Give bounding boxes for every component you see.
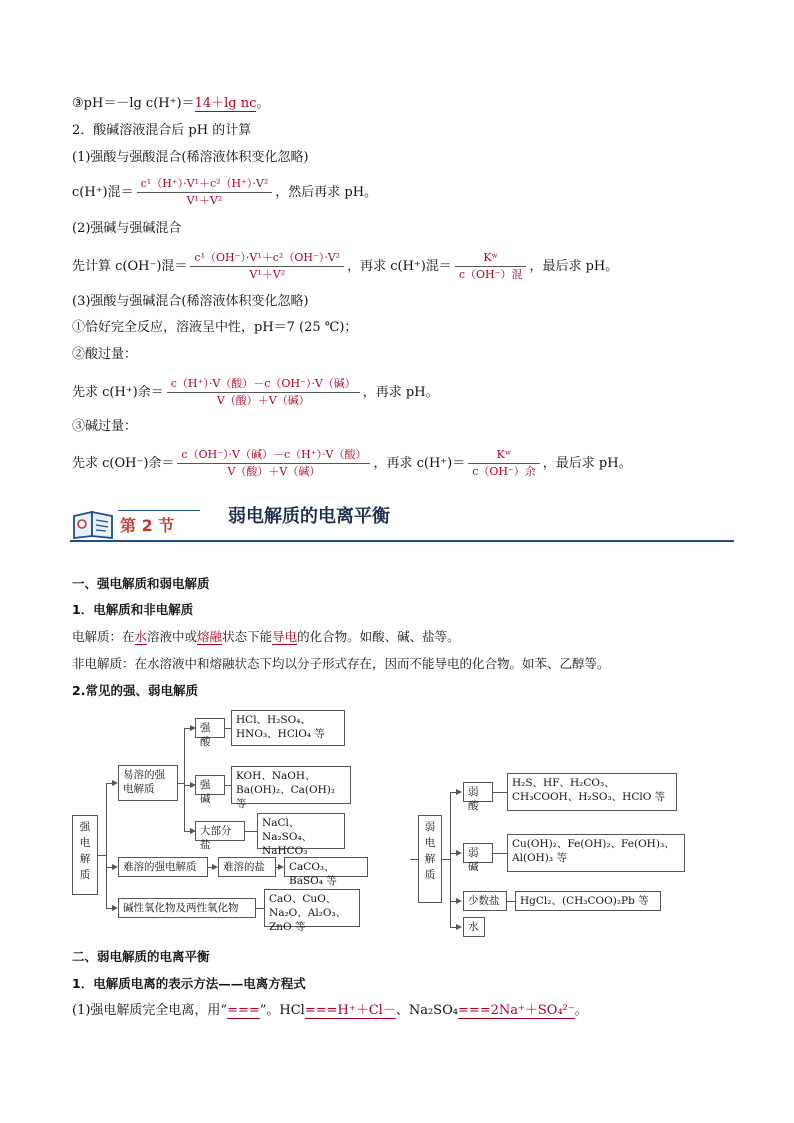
s1-title: (1)强酸与强酸混合(稀溶液体积变化忽略) bbox=[72, 150, 309, 165]
strong-acid-examples: HCl、H₂SO₄、HNO₃、HClO₄ 等 bbox=[231, 710, 345, 746]
s2-title: (2)强碱与强碱混合 bbox=[72, 221, 182, 236]
most-salts-box: 大部分盐 bbox=[195, 821, 245, 841]
i3-denominator: V（酸）＋V（碱） bbox=[177, 463, 370, 480]
strong-root-box: 强电解质 bbox=[72, 815, 98, 895]
most-salts-examples: NaCl、Na₂SO₄、NaHCO₃ bbox=[257, 813, 345, 849]
s3-item3: ③碱过量： bbox=[72, 419, 138, 434]
s3-item3-formula bbox=[72, 447, 632, 480]
heading-mix-calc: 2．酸碱溶液混合后 pH 的计算 bbox=[72, 123, 252, 138]
l1-pre: (1)强电解质完全电离，用“ bbox=[72, 1003, 228, 1018]
i3-lhs: 先求 c(OH⁻)余＝ bbox=[72, 456, 175, 471]
s2-numerator: c¹（OH⁻）·V¹＋c²（OH⁻）·V² bbox=[194, 251, 341, 264]
l1-eq1: ===H⁺＋Cl－ bbox=[304, 1003, 396, 1018]
l1-eq2: ===2Na⁺＋SO₄²⁻ bbox=[457, 1003, 575, 1018]
line-ph-formula bbox=[72, 95, 269, 113]
s1-denominator: V¹＋V² bbox=[137, 192, 273, 209]
part2-title: 二、弱电解质的电离平衡 bbox=[72, 949, 210, 964]
part1-sub2: 2.常见的强、弱电解质 bbox=[72, 683, 198, 698]
s2-tail: ，最后求 pH。 bbox=[529, 259, 619, 274]
i2-numerator: c（H⁺）·V（酸）－c（OH⁻）·V（碱） bbox=[170, 377, 356, 390]
i2-denominator: V（酸）＋V（碱） bbox=[167, 392, 360, 409]
s2-lhs: 先计算 c(OH⁻)混＝ bbox=[72, 259, 188, 274]
def1-d: 状态下能 bbox=[222, 629, 273, 644]
section-divider bbox=[70, 540, 734, 542]
def-nonelectrolyte: 非电解质：在水溶液中和熔融状态下均以分子形式存在，因而不能导电的化合物。如苯、乙醇等。 bbox=[72, 656, 610, 671]
part1-title: 一、强电解质和弱电解质 bbox=[72, 576, 210, 591]
book-icon bbox=[70, 506, 118, 540]
oxide-examples: CaO、CuO、Na₂O、Al₂O₃、ZnO 等 bbox=[264, 889, 360, 927]
weak-root-box: 弱电解质 bbox=[418, 815, 442, 903]
weak-base-examples: Cu(OH)₂、Fe(OH)₂、Fe(OH)₃、Al(OH)₃ 等 bbox=[507, 834, 685, 872]
insoluble-examples: CaCO₃、BaSO₄ 等 bbox=[284, 857, 368, 877]
l1-sym: === bbox=[227, 1003, 260, 1018]
l1-mid: ”。HCl bbox=[259, 1003, 305, 1018]
l1-mid2: 、Na₂SO₄ bbox=[395, 1003, 458, 1018]
water-box: 水 bbox=[463, 917, 485, 937]
s2-denominator2: c（OH⁻）混 bbox=[455, 266, 527, 283]
insoluble-salt-box: 难溶的盐 bbox=[218, 857, 276, 877]
insoluble-box: 难溶的强电解质 bbox=[118, 857, 208, 877]
weak-acid-examples: H₂S、HF、H₂CO₃、CH₃COOH、H₂SO₃、HClO 等 bbox=[507, 773, 677, 811]
i3-numerator: c（OH⁻）·V（碱）－c（H⁺）·V（酸） bbox=[181, 448, 367, 461]
s2-mid: ，再求 c(H⁺)混＝ bbox=[347, 259, 452, 274]
s1-tail: ，然后再求 pH。 bbox=[275, 185, 378, 200]
strong-base-examples: KOH、NaOH、Ba(OH)₂、Ca(OH)₂ 等 bbox=[231, 766, 351, 804]
strong-base-box: 强碱 bbox=[195, 775, 225, 795]
s2-formula bbox=[72, 250, 618, 283]
s3-item2-formula bbox=[72, 376, 439, 409]
def1-f: 的化合物。如酸、碱、盐等。 bbox=[297, 629, 460, 644]
s1-numerator: c¹（H⁺）·V¹＋c²（H⁺）·V² bbox=[140, 177, 269, 190]
part1-sub1: 1．电解质和非电解质 bbox=[72, 602, 194, 617]
s3-item1: ①恰好完全反应，溶液呈中性，pH＝7 (25 ℃)； bbox=[72, 320, 358, 335]
weak-base-box: 弱碱 bbox=[463, 843, 493, 863]
i3-mid: ，再求 c(H⁺)＝ bbox=[373, 456, 466, 471]
part2-line1 bbox=[72, 1002, 588, 1020]
def1-b: 溶液中或 bbox=[147, 629, 198, 644]
i3-tail: ，最后求 pH。 bbox=[542, 456, 632, 471]
i2-lhs: 先求 c(H⁺)余＝ bbox=[72, 385, 164, 400]
s1-lhs: c(H⁺)混＝ bbox=[72, 185, 134, 200]
section-label: 第 2 节 bbox=[120, 516, 175, 535]
def1-a: 水 bbox=[134, 629, 148, 644]
def1-pre: 电解质：在 bbox=[72, 629, 135, 644]
s1-formula bbox=[72, 176, 377, 209]
few-salts-box: 少数盐 bbox=[463, 891, 507, 911]
def1-c: 熔融 bbox=[197, 629, 223, 644]
ph-end: 。 bbox=[256, 96, 270, 111]
few-salts-examples: HgCl₂、(CH₃COO)₂Pb 等 bbox=[515, 891, 661, 911]
i3-numerator2: Kʷ bbox=[496, 448, 512, 461]
i2-tail: ，再求 pH。 bbox=[362, 385, 439, 400]
s3-item2: ②酸过量： bbox=[72, 347, 138, 362]
part2-sub1: 1．电解质电离的表示方法——电离方程式 bbox=[72, 976, 306, 991]
soluble-box: 易溶的强电解质 bbox=[118, 765, 178, 801]
i3-denominator2: c（OH⁻）余 bbox=[468, 463, 540, 480]
def1-e: 导电 bbox=[272, 629, 298, 644]
s3-title: (3)强酸与强碱混合(稀溶液体积变化忽略) bbox=[72, 294, 309, 309]
def-electrolyte bbox=[72, 628, 460, 646]
s2-numerator2: Kʷ bbox=[483, 251, 498, 264]
ph-prefix: ③pH＝－lg c(H⁺)＝ bbox=[72, 96, 195, 111]
ph-answer: 14＋lg nc bbox=[194, 96, 257, 111]
l1-end: 。 bbox=[574, 1003, 588, 1018]
strong-acid-box: 强酸 bbox=[195, 718, 225, 738]
weak-acid-box: 弱酸 bbox=[463, 782, 493, 802]
oxide-box: 碱性氧化物及两性氧化物 bbox=[118, 898, 256, 918]
s2-denominator: V¹＋V² bbox=[190, 266, 344, 283]
section-title: 弱电解质的电离平衡 bbox=[228, 506, 390, 527]
